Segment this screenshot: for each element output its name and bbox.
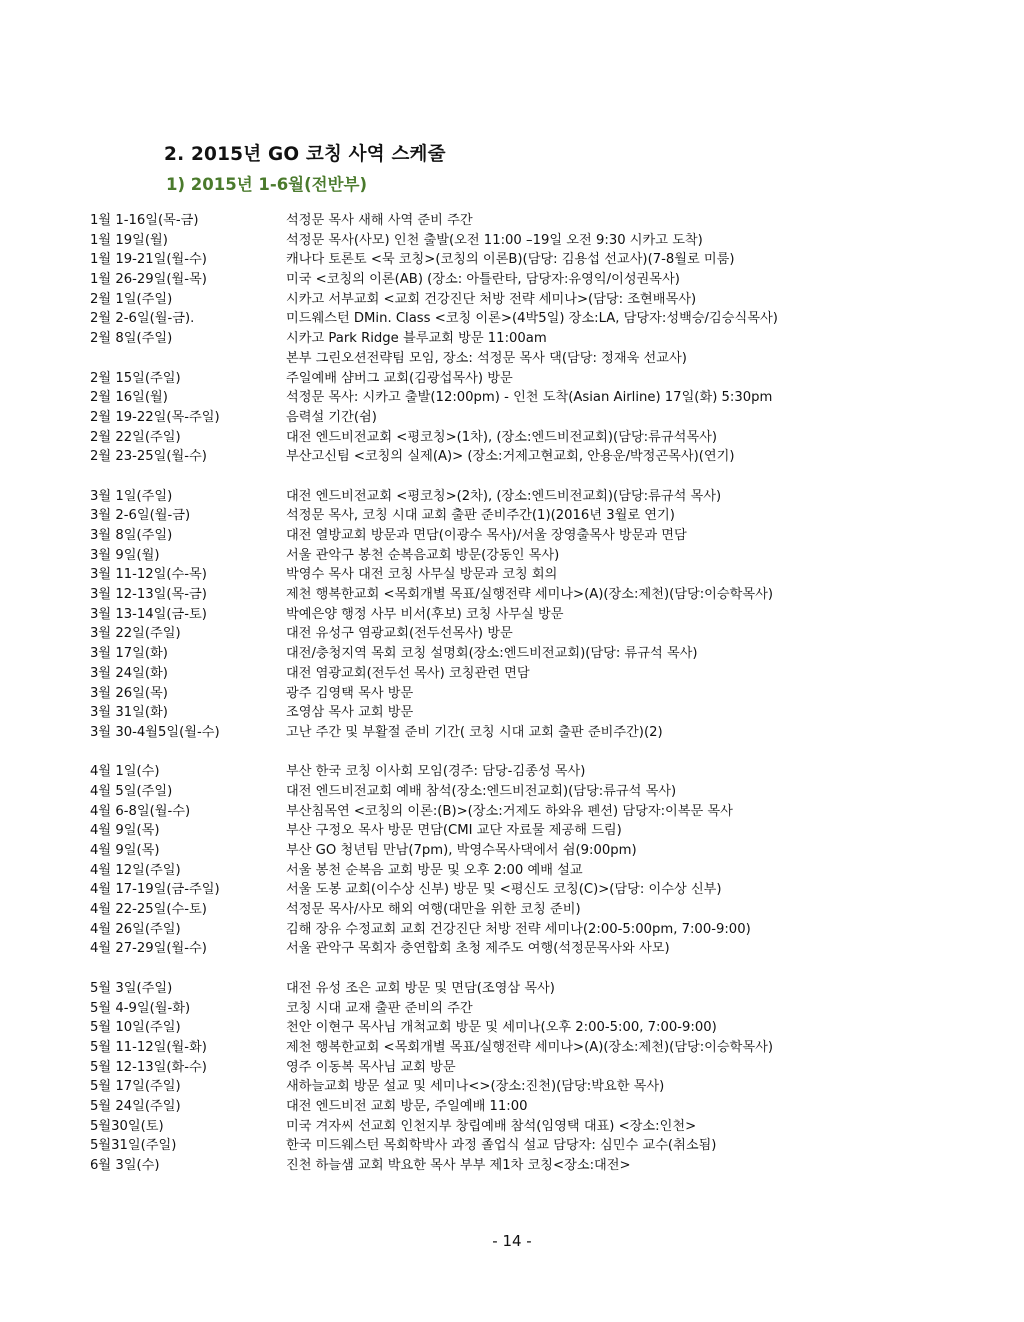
schedule-description: 미국 <코칭의 이론(AB) (장소: 아틀란타, 담당자:유영익/이성권목사) [286, 272, 680, 288]
section-heading: 2. 2015년 GO 코칭 사역 스케줄 [164, 144, 446, 165]
subsection-heading: 1) 2015년 1-6월(전반부) [166, 175, 368, 194]
schedule-date: 1월 19-21일(월-수) [90, 252, 207, 268]
schedule-description: 주일예배 샴버그 교회(김광섭목사) 방문 [286, 370, 513, 386]
schedule-description: 한국 미드웨스턴 목회학박사 과정 졸업식 설교 담당자: 심민수 교수(취소됨) [286, 1138, 717, 1154]
schedule-date: 3월 11-12일(수-목) [90, 567, 207, 583]
schedule-row [90, 703, 990, 723]
schedule-date: 4월 27-29일(월-수) [90, 941, 207, 957]
schedule-row [90, 644, 990, 664]
schedule-row [90, 1156, 990, 1176]
schedule-date: 4월 9일(목) [90, 823, 160, 839]
schedule-description: 부산 구정오 목사 방문 면담(CMI 교단 자료물 제공해 드림) [286, 823, 622, 839]
schedule-date: 5월 4-9일(월-화) [90, 1000, 191, 1016]
schedule-date: 5월 3일(주일) [90, 980, 173, 996]
schedule-date: 3월 1일(주일) [90, 488, 173, 504]
schedule-row [90, 1097, 990, 1117]
schedule-date: 2월 22일(주일) [90, 429, 181, 445]
schedule-description: 천안 이현구 목사님 개척교회 방문 및 세미나(오후 2:00-5:00, 7:00-9:00) [286, 1020, 717, 1036]
schedule-description: 진천 하늘샘 교회 박요한 목사 부부 제1차 코칭<장소:대전> [286, 1158, 631, 1173]
schedule-date: 1월 1-16일(목-금) [90, 213, 199, 228]
schedule-date: 5월 12-13일(화-수) [90, 1059, 207, 1075]
schedule-date: 3월 31일(화) [90, 705, 168, 721]
schedule-group [90, 487, 990, 743]
schedule-row [90, 723, 990, 743]
schedule-date: 3월 9일(월) [90, 547, 160, 563]
schedule-row [90, 585, 990, 605]
schedule-row [90, 506, 990, 526]
schedule-date [90, 349, 286, 369]
page-number: - 14 - [492, 1232, 532, 1250]
schedule-row [90, 1018, 990, 1038]
schedule-row [90, 900, 990, 920]
schedule-description: 서울 관악구 목회자 충연합회 초청 제주도 여행(석정문목사와 사모) [286, 941, 670, 957]
schedule-description: 영주 이동복 목사님 교회 방문 [286, 1059, 456, 1075]
schedule-description: 석정문 목사(사모) 인천 출발(오전 11:00 –19일 오전 9:30 시카고 도착) [286, 232, 703, 248]
schedule-date: 5월 11-12일(월-화) [90, 1039, 207, 1055]
schedule-row [90, 546, 990, 566]
schedule-date: 3월 26일(목) [90, 685, 168, 701]
schedule-row [90, 999, 990, 1019]
schedule-description: 코칭 시대 교재 출판 준비의 주간 [286, 1000, 473, 1016]
schedule-description: 대전/충청지역 목회 코칭 설명회(장소:엔드비전교회)(담당: 류규석 목사) [286, 646, 698, 662]
schedule-row [90, 939, 990, 959]
schedule-description: 부산 한국 코칭 이사회 모임(경주: 담당-김종성 목사) [286, 764, 586, 780]
schedule-row [90, 487, 990, 507]
schedule-row [90, 861, 990, 881]
schedule-date: 5월 17일(주일) [90, 1079, 181, 1095]
schedule-row [90, 526, 990, 546]
schedule-row [90, 624, 990, 644]
schedule-description: 서울 관악구 봉천 순복음교회 방문(강동인 목사) [286, 547, 560, 563]
schedule-group [90, 979, 990, 1176]
schedule-description: 석정문 목사, 코칭 시대 교회 출판 준비주간(1)(2016년 3월로 연기) [286, 508, 675, 524]
schedule-description: 음력설 기간(쉼) [286, 409, 377, 425]
schedule-description: 새하늘교회 방문 설교 및 세미나<>(장소:진천)(담당:박요한 목사) [286, 1079, 665, 1095]
schedule-row [90, 290, 990, 310]
schedule-description: 미국 겨자씨 선교회 인천지부 창립예배 참석(임영택 대표) <장소:인천> [286, 1118, 697, 1134]
schedule-description: 대전 염광교회(전두선 목사) 코칭관련 면담 [286, 665, 530, 681]
schedule-row [90, 1038, 990, 1058]
schedule-description: 대전 엔드비전교회 예배 참석(장소:엔드비전교회)(담당:류규석 목사) [286, 783, 677, 799]
schedule-description: 석정문 목사: 시카고 출발(12:00pm) - 인천 도착(Asian Airline) 17일(화) 5:30pm [286, 390, 773, 406]
schedule-date: 3월 8일(주일) [90, 528, 173, 543]
schedule-row [90, 664, 990, 684]
schedule-date: 4월 12일(주일) [90, 862, 181, 878]
schedule-row [90, 880, 990, 900]
schedule-date: 4월 22-25일(수-토) [90, 902, 207, 918]
schedule-date: 5월30일(토) [90, 1118, 164, 1134]
schedule-description: 대전 유성 조은 교회 방문 및 면담(조영삼 목사) [286, 980, 555, 996]
schedule-date: 4월 9일(목) [90, 843, 160, 858]
schedule-date: 2월 8일(주일) [90, 331, 173, 347]
schedule-row [90, 684, 990, 704]
schedule-date: 4월 26일(주일) [90, 921, 181, 937]
schedule-group [90, 211, 990, 467]
schedule-date: 4월 6-8일(월-수) [90, 803, 191, 819]
schedule-date: 2월 16일(월) [90, 390, 168, 406]
schedule-row [90, 1117, 990, 1137]
schedule-row [90, 211, 990, 231]
schedule-date: 1월 19일(월) [90, 232, 168, 248]
schedule-row [90, 605, 990, 625]
schedule-date: 3월 12-13일(목-금) [90, 587, 207, 603]
schedule-date: 2월 19-22일(목-주일) [90, 409, 220, 425]
schedule-date: 3월 2-6일(월-금) [90, 508, 191, 524]
schedule-description: 박예은양 행정 사무 비서(후보) 코칭 사무실 방문 [286, 606, 564, 622]
schedule-date: 2월 23-25일(월-수) [90, 449, 207, 465]
schedule-description: 제천 행복한교회 <목회개별 목표/실행전략 세미나>(A)(장소:제천)(담당:이승학목사) [286, 1039, 773, 1055]
schedule-row [90, 1058, 990, 1078]
schedule-description: 대전 엔드비전교회 <평코칭>(2차), (장소:엔드비전교회)(담당:류규석 목사) [286, 488, 722, 504]
schedule-list [90, 211, 990, 1195]
schedule-row [90, 1077, 990, 1097]
schedule-date: 3월 13-14일(금-토) [90, 606, 207, 622]
schedule-date: 2월 2-6일(월-금). [90, 311, 195, 327]
schedule-date: 1월 26-29일(월-목) [90, 272, 207, 288]
schedule-description: 조영삼 목사 교회 방문 [286, 705, 414, 721]
schedule-row [90, 782, 990, 802]
schedule-row [90, 821, 990, 841]
schedule-date: 4월 17-19일(금-주일) [90, 882, 220, 898]
schedule-description: 대전 유성구 염광교회(전두선목사) 방문 [286, 626, 513, 642]
schedule-description: 서울 봉천 순복음 교회 방문 및 오후 2:00 예배 설교 [286, 862, 583, 878]
schedule-description: 부산침목연 <코칭의 이론:(B)>(장소:거제도 하와유 펜션) 담당자:이복문 목사 [286, 803, 733, 819]
schedule-date: 6월 3일(수) [90, 1158, 160, 1173]
schedule-description: 부산 GO 청년팀 만남(7pm), 박영수목사댁에서 쉼(9:00pm) [286, 843, 637, 858]
schedule-date: 3월 30-4월5일(월-수) [90, 724, 220, 740]
schedule-description: 김해 장유 수정교회 교회 건강진단 처방 전략 세미나(2:00-5:00pm, 7:00-9:00) [286, 921, 751, 937]
schedule-description: 제천 행복한교회 <목회개별 목표/실행전략 세미나>(A)(장소:제천)(담당:이승학목사) [286, 587, 773, 603]
schedule-description: 미드웨스턴 DMin. Class <코칭 이론>(4박5일) 장소:LA, 담당자:성백승/김승식목사) [286, 311, 778, 327]
schedule-row [90, 762, 990, 782]
schedule-description: 대전 열방교회 방문과 면담(이광수 목사)/서울 장영출목사 방문과 면담 [286, 528, 687, 543]
schedule-description: 대전 엔드비전 교회 방문, 주일예배 11:00 [286, 1098, 528, 1114]
schedule-description: 고난 주간 및 부활절 준비 기간( 코칭 시대 교회 출판 준비주간)(2) [286, 724, 663, 740]
schedule-date: 3월 24일(화) [90, 665, 168, 681]
schedule-date: 4월 1일(수) [90, 764, 160, 780]
schedule-row [90, 250, 990, 270]
schedule-row [90, 565, 990, 585]
schedule-row [90, 369, 990, 389]
schedule-description: 석정문 목사 새해 사역 준비 주간 [286, 213, 473, 228]
schedule-date: 4월 5일(주일) [90, 783, 173, 799]
schedule-description: 박영수 목사 대전 코칭 사무실 방문과 코칭 회의 [286, 567, 558, 583]
schedule-row [90, 329, 990, 349]
schedule-date: 5월 10일(주일) [90, 1020, 181, 1036]
schedule-row [90, 979, 990, 999]
schedule-row [90, 802, 990, 822]
schedule-group [90, 762, 990, 959]
schedule-date: 2월 1일(주일) [90, 291, 173, 307]
schedule-date: 3월 22일(주일) [90, 626, 181, 642]
schedule-row [90, 1136, 990, 1156]
schedule-row [90, 270, 990, 290]
schedule-row [90, 920, 990, 940]
schedule-date: 2월 15일(주일) [90, 370, 181, 386]
schedule-description: 서울 도봉 교회(이수상 신부) 방문 및 <평신도 코칭(C)>(담당: 이수상 신부) [286, 882, 722, 898]
schedule-date: 3월 17일(화) [90, 646, 168, 662]
schedule-row [90, 447, 990, 467]
schedule-row [90, 388, 990, 408]
schedule-row [90, 841, 990, 861]
schedule-description: 시카고 Park Ridge 블루교회 방문 11:00am [286, 331, 547, 347]
schedule-row [90, 408, 990, 428]
schedule-description: 캐나다 토론토 <묵 코칭>(코칭의 이론B)(담당: 김용섭 선교사)(7-8월로 미룸) [286, 252, 735, 268]
schedule-row [90, 231, 990, 251]
schedule-row [90, 309, 990, 329]
schedule-date: 5월 24일(주일) [90, 1098, 181, 1114]
schedule-description: 대전 엔드비전교회 <평코칭>(1차), (장소:엔드비전교회)(담당:류규석목사) [286, 429, 717, 445]
schedule-row [90, 428, 990, 448]
schedule-description: 부산고신팀 <코칭의 실제(A)> (장소:거제고현교회, 안용운/박정곤목사)(연기) [286, 449, 735, 465]
schedule-row [90, 349, 990, 369]
schedule-description: 본부 그린오션전략팀 모임, 장소: 석정문 목사 댁(담당: 정재욱 선교사) [286, 350, 687, 366]
schedule-date: 5월31일(주일) [90, 1138, 177, 1154]
schedule-description: 석정문 목사/사모 해외 여행(대만을 위한 코칭 준비) [286, 902, 581, 918]
schedule-description: 시카고 서부교회 <교회 건강진단 처방 전략 세미나>(담당: 조현배목사) [286, 291, 697, 307]
schedule-description: 광주 김영택 목사 방문 [286, 685, 414, 701]
